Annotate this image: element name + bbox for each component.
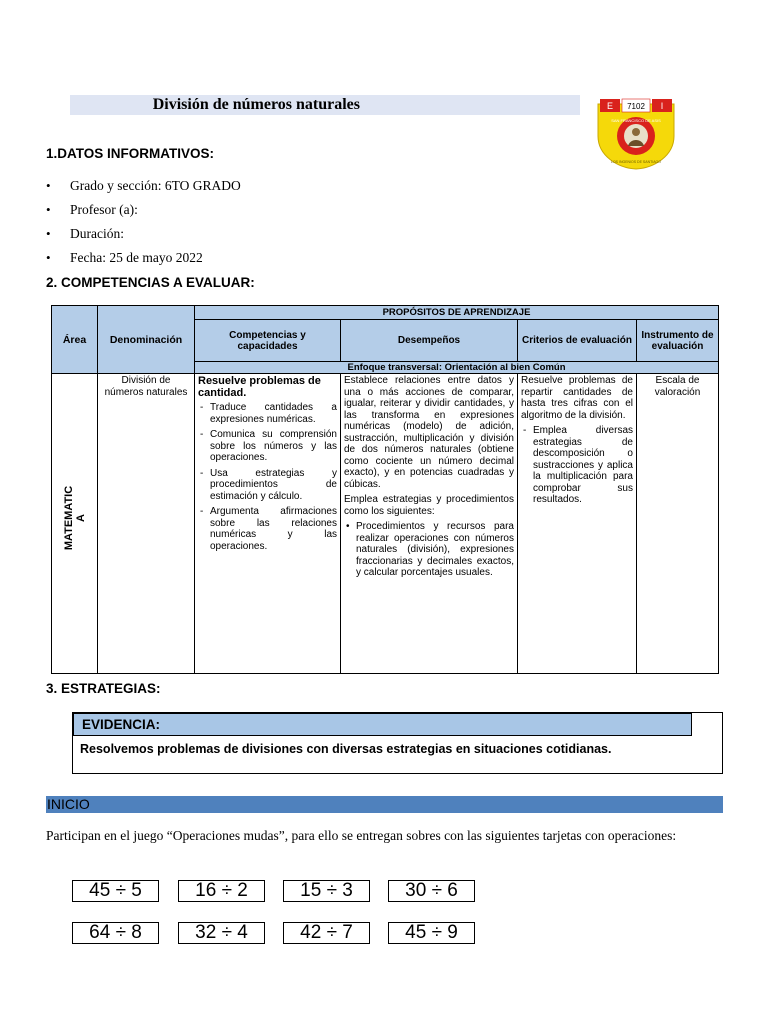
section-3-heading: 3. ESTRATEGIAS: bbox=[46, 681, 161, 696]
criterios-cell bbox=[518, 374, 637, 674]
svg-text:I: I bbox=[660, 101, 664, 111]
col-header-desempenos: Desempeños bbox=[341, 320, 518, 362]
operation-card: 32 ÷ 4 bbox=[178, 922, 265, 944]
page-title: División de números naturales bbox=[152, 96, 360, 113]
competencias-table bbox=[51, 305, 719, 674]
section-1-heading: 1.DATOS INFORMATIVOS: bbox=[46, 146, 215, 161]
area-cell bbox=[52, 374, 98, 674]
list-item: • Duración: bbox=[46, 224, 241, 248]
list-item: • Profesor (a): bbox=[46, 200, 241, 224]
school-crest-logo bbox=[594, 96, 678, 170]
svg-text:SAN FRANCISCO DE ASIS: SAN FRANCISCO DE ASIS bbox=[611, 118, 661, 123]
col-header-competencias: Competencias y capacidades bbox=[195, 320, 341, 362]
capacidades-list bbox=[198, 402, 337, 552]
inicio-paragraph: Participan en el juego “Operaciones mudas”, para ello se entregan sobres con las siguientes tarjetas con operaciones: bbox=[46, 828, 677, 843]
col-header-denominacion: Denominación bbox=[98, 306, 195, 374]
datos-informativos-list bbox=[46, 176, 241, 272]
operation-card: 64 ÷ 8 bbox=[72, 922, 159, 944]
list-item: - Emplea diversas estrategias de descomposición o sustracciones y aplica la multiplicación para comprobar sus resultados. bbox=[521, 425, 633, 506]
operation-card: 16 ÷ 2 bbox=[178, 880, 265, 902]
operation-card: 45 ÷ 9 bbox=[388, 922, 475, 944]
denominacion-value: División de números naturales bbox=[98, 374, 195, 674]
desempeno-1: Establece relaciones entre datos y una o más acciones de comparar, igualar, reiterar y dividir cantidades, y las transforma en expresiones numéricas (modelo) de adición, sustracción, multiplicación y división de dos números naturales (obtiene como cociente un número decimal exacto), y en potencias cuadradas y cúbicas. bbox=[344, 375, 514, 490]
inicio-label: INICIO bbox=[47, 796, 90, 812]
list-item: - Usa estrategias y procedimientos de estimación y cálculo. bbox=[198, 468, 337, 503]
list-item: - Comunica su comprensión sobre los números y las operaciones. bbox=[198, 429, 337, 464]
competencias-cell bbox=[195, 374, 341, 674]
desempeno-2: Emplea estrategias y procedimientos como los siguientes: bbox=[344, 494, 514, 517]
list-item: • Procedimientos y recursos para realizar operaciones con números naturales (división), expresiones fraccionarias y decimales exactos, y calcular porcentajes usuales. bbox=[344, 521, 514, 579]
list-item: - Argumenta afirmaciones sobre las relaciones numéricas y las operaciones. bbox=[198, 506, 337, 552]
evidencia-text: Resolvemos problemas de divisiones con diversas estrategias en situaciones cotidianas. bbox=[80, 742, 612, 756]
area-value: MATEMATIC A bbox=[62, 485, 87, 550]
list-item: • Fecha: 25 de mayo 2022 bbox=[46, 248, 241, 272]
inicio-bar bbox=[46, 796, 723, 813]
col-header-area: Área bbox=[52, 306, 98, 374]
desempenos-cell bbox=[341, 374, 518, 674]
desempeno-2-list bbox=[344, 521, 514, 579]
list-item: • Grado y sección: 6TO GRADO bbox=[46, 176, 241, 200]
operation-card: 30 ÷ 6 bbox=[388, 880, 475, 902]
operation-card: 15 ÷ 3 bbox=[283, 880, 370, 902]
group-header-propositos: PROPÓSITOS DE APRENDIZAJE bbox=[195, 306, 719, 320]
criterio-1: Resuelve problemas de repartir cantidades de hasta tres cifras con el algoritmo de la división. bbox=[521, 375, 633, 421]
operation-card: 45 ÷ 5 bbox=[72, 880, 159, 902]
col-header-instrumento: Instrumento de evaluación bbox=[637, 320, 719, 362]
enfoque-transversal: Enfoque transversal: Orientación al bien Común bbox=[195, 362, 719, 374]
svg-text:E: E bbox=[606, 101, 614, 111]
section-2-heading: 2. COMPETENCIAS A EVALUAR: bbox=[46, 275, 255, 290]
svg-text:LOS INGENIOS DE SANTIAGO: LOS INGENIOS DE SANTIAGO bbox=[611, 160, 661, 164]
criterios-list bbox=[521, 425, 633, 506]
competencia-title: Resuelve problemas de cantidad. bbox=[198, 375, 321, 399]
evidencia-label: EVIDENCIA: bbox=[73, 713, 692, 736]
col-header-criterios: Criterios de evaluación bbox=[518, 320, 637, 362]
operation-card: 42 ÷ 7 bbox=[283, 922, 370, 944]
list-item: - Traduce cantidades a expresiones numéricas. bbox=[198, 402, 337, 425]
instrumento-value: Escala de valoración bbox=[637, 374, 719, 674]
svg-text:7102: 7102 bbox=[627, 102, 645, 111]
